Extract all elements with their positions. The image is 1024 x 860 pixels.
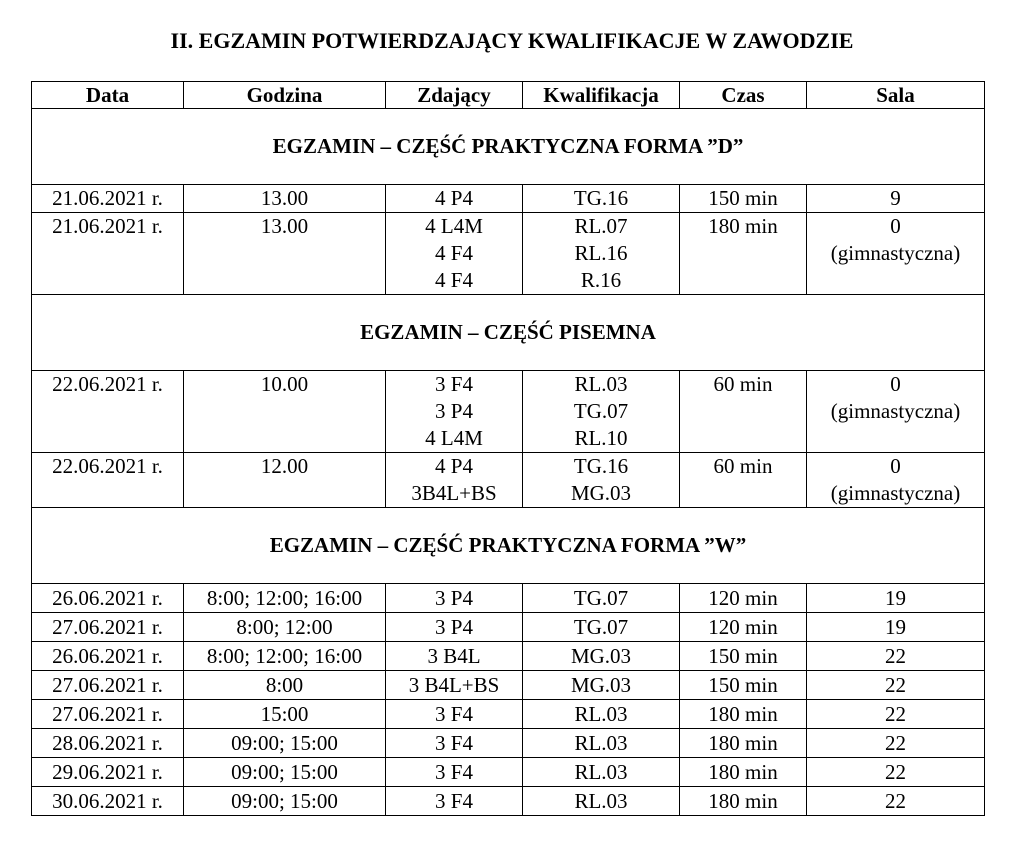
cell-students — [386, 700, 523, 729]
cell-duration: 60 min — [680, 453, 807, 508]
cell-room-line: 22 — [885, 673, 906, 697]
cell-students-line: 3 P4 — [435, 615, 473, 639]
cell-students-line: 4 P4 — [435, 454, 473, 478]
cell-room — [807, 371, 985, 453]
cell-time: 13.00 — [184, 185, 386, 213]
header-time: Godzina — [184, 82, 386, 109]
cell-duration: 120 min — [680, 613, 807, 642]
cell-room-line: (gimnastyczna) — [830, 241, 961, 265]
cell-qualification-line: RL.16 — [574, 241, 628, 265]
cell-duration: 150 min — [680, 185, 807, 213]
cell-time: 09:00; 15:00 — [184, 758, 386, 787]
cell-duration: 150 min — [680, 642, 807, 671]
cell-duration: 120 min — [680, 584, 807, 613]
cell-students-line: 3 F4 — [435, 760, 473, 784]
cell-room-line: 22 — [885, 760, 906, 784]
cell-qualification-line: TG.16 — [573, 454, 629, 478]
cell-date: 22.06.2021 r. — [32, 371, 184, 453]
table-row — [32, 642, 985, 671]
table-row — [32, 758, 985, 787]
cell-students — [386, 758, 523, 787]
cell-qualification — [523, 613, 680, 642]
cell-students-line: 3B4L+BS — [411, 481, 497, 505]
section-row — [32, 508, 985, 584]
cell-time: 8:00; 12:00 — [184, 613, 386, 642]
cell-room — [807, 185, 985, 213]
cell-time: 13.00 — [184, 213, 386, 295]
cell-qualification — [523, 729, 680, 758]
cell-qualification-line: RL.03 — [574, 702, 628, 726]
cell-students — [386, 787, 523, 816]
cell-room — [807, 213, 985, 295]
cell-students-line: 4 L4M — [425, 426, 483, 450]
cell-qualification — [523, 185, 680, 213]
cell-qualification-line: R.16 — [580, 268, 622, 292]
table-row — [32, 729, 985, 758]
cell-room — [807, 787, 985, 816]
cell-room-line: (gimnastyczna) — [830, 481, 961, 505]
exam-schedule-table — [31, 81, 985, 816]
cell-room-line: 0 — [890, 372, 901, 396]
document-title: II. EGZAMIN POTWIERDZAJĄCY KWALIFIKACJE W ZAWODZIE — [170, 28, 854, 53]
cell-students-line: 3 B4L — [427, 644, 481, 668]
cell-qualification-line: RL.07 — [574, 214, 628, 238]
cell-students — [386, 371, 523, 453]
cell-time: 8:00; 12:00; 16:00 — [184, 584, 386, 613]
cell-students — [386, 584, 523, 613]
cell-room — [807, 729, 985, 758]
cell-students-line: 3 F4 — [435, 731, 473, 755]
cell-students — [386, 613, 523, 642]
cell-qualification — [523, 700, 680, 729]
cell-room-line: 22 — [885, 702, 906, 726]
cell-students — [386, 671, 523, 700]
cell-date: 22.06.2021 r. — [32, 453, 184, 508]
cell-duration: 60 min — [680, 371, 807, 453]
table-row — [32, 213, 985, 295]
section-row — [32, 295, 985, 371]
table-row — [32, 671, 985, 700]
cell-room-line: 22 — [885, 644, 906, 668]
cell-qualification-line: RL.03 — [574, 789, 628, 813]
cell-qualification — [523, 584, 680, 613]
cell-time: 15:00 — [184, 700, 386, 729]
cell-students — [386, 729, 523, 758]
cell-room-line: 22 — [885, 731, 906, 755]
cell-date: 27.06.2021 r. — [32, 671, 184, 700]
table-row — [32, 453, 985, 508]
cell-qualification-line: MG.03 — [570, 673, 632, 697]
cell-duration: 180 min — [680, 729, 807, 758]
cell-qualification-line: TG.07 — [573, 399, 629, 423]
cell-qualification — [523, 758, 680, 787]
cell-time: 8:00; 12:00; 16:00 — [184, 642, 386, 671]
cell-time: 09:00; 15:00 — [184, 729, 386, 758]
cell-date: 21.06.2021 r. — [32, 185, 184, 213]
cell-date: 29.06.2021 r. — [32, 758, 184, 787]
cell-time: 8:00 — [184, 671, 386, 700]
table-row — [32, 185, 985, 213]
cell-students — [386, 213, 523, 295]
section-title: EGZAMIN – CZĘŚĆ PRAKTYCZNA FORMA ”D” — [32, 109, 985, 185]
cell-students-line: 3 B4L+BS — [408, 673, 500, 697]
cell-students-line: 3 P4 — [435, 586, 473, 610]
table-row — [32, 371, 985, 453]
cell-students — [386, 642, 523, 671]
cell-students-line: 3 F4 — [435, 702, 473, 726]
cell-students — [386, 453, 523, 508]
cell-qualification-line: RL.03 — [574, 372, 628, 396]
cell-date: 27.06.2021 r. — [32, 700, 184, 729]
cell-room-line: 0 — [890, 454, 901, 478]
cell-qualification — [523, 642, 680, 671]
cell-duration: 150 min — [680, 671, 807, 700]
cell-room — [807, 613, 985, 642]
cell-qualification — [523, 453, 680, 508]
table-row — [32, 700, 985, 729]
section-row — [32, 109, 985, 185]
cell-students-line: 3 P4 — [435, 399, 473, 423]
cell-room-line: 19 — [885, 615, 906, 639]
cell-qualification — [523, 787, 680, 816]
cell-room — [807, 453, 985, 508]
header-qualification: Kwalifikacja — [523, 82, 680, 109]
cell-time: 10.00 — [184, 371, 386, 453]
cell-time: 12.00 — [184, 453, 386, 508]
cell-room-line: 19 — [885, 586, 906, 610]
cell-room-line: (gimnastyczna) — [830, 399, 961, 423]
cell-duration: 180 min — [680, 787, 807, 816]
cell-qualification-line: TG.07 — [573, 586, 629, 610]
cell-room — [807, 671, 985, 700]
cell-qualification-line: RL.10 — [574, 426, 628, 450]
cell-qualification — [523, 671, 680, 700]
cell-qualification-line: MG.03 — [570, 481, 632, 505]
cell-qualification-line: MG.03 — [570, 644, 632, 668]
cell-room — [807, 584, 985, 613]
cell-date: 21.06.2021 r. — [32, 213, 184, 295]
cell-time: 09:00; 15:00 — [184, 787, 386, 816]
cell-qualification-line: TG.16 — [573, 186, 629, 210]
cell-students-line: 4 F4 — [435, 268, 473, 292]
cell-room-line: 0 — [890, 214, 901, 238]
cell-students-line: 4 L4M — [425, 214, 483, 238]
cell-students — [386, 185, 523, 213]
cell-date: 27.06.2021 r. — [32, 613, 184, 642]
cell-room — [807, 758, 985, 787]
cell-duration: 180 min — [680, 758, 807, 787]
cell-duration: 180 min — [680, 213, 807, 295]
cell-qualification-line: RL.03 — [574, 760, 628, 784]
cell-qualification-line: RL.03 — [574, 731, 628, 755]
cell-students-line: 4 F4 — [435, 241, 473, 265]
cell-students-line: 3 F4 — [435, 372, 473, 396]
cell-room-line: 22 — [885, 789, 906, 813]
header-room: Sala — [807, 82, 985, 109]
cell-duration: 180 min — [680, 700, 807, 729]
cell-students-line: 3 F4 — [435, 789, 473, 813]
table-row — [32, 584, 985, 613]
cell-date: 28.06.2021 r. — [32, 729, 184, 758]
table-body — [32, 109, 985, 816]
table-row — [32, 613, 985, 642]
section-title: EGZAMIN – CZĘŚĆ PRAKTYCZNA FORMA ”W” — [32, 508, 985, 584]
cell-room — [807, 642, 985, 671]
cell-qualification-line: TG.07 — [573, 615, 629, 639]
table-header-row — [32, 82, 985, 109]
cell-date: 30.06.2021 r. — [32, 787, 184, 816]
cell-date: 26.06.2021 r. — [32, 642, 184, 671]
section-title: EGZAMIN – CZĘŚĆ PISEMNA — [32, 295, 985, 371]
cell-qualification — [523, 213, 680, 295]
header-students: Zdający — [386, 82, 523, 109]
table-row — [32, 787, 985, 816]
cell-date: 26.06.2021 r. — [32, 584, 184, 613]
header-date: Data — [32, 82, 184, 109]
cell-room-line: 9 — [890, 186, 901, 210]
cell-room — [807, 700, 985, 729]
cell-students-line: 4 P4 — [435, 186, 473, 210]
header-duration: Czas — [680, 82, 807, 109]
cell-qualification — [523, 371, 680, 453]
